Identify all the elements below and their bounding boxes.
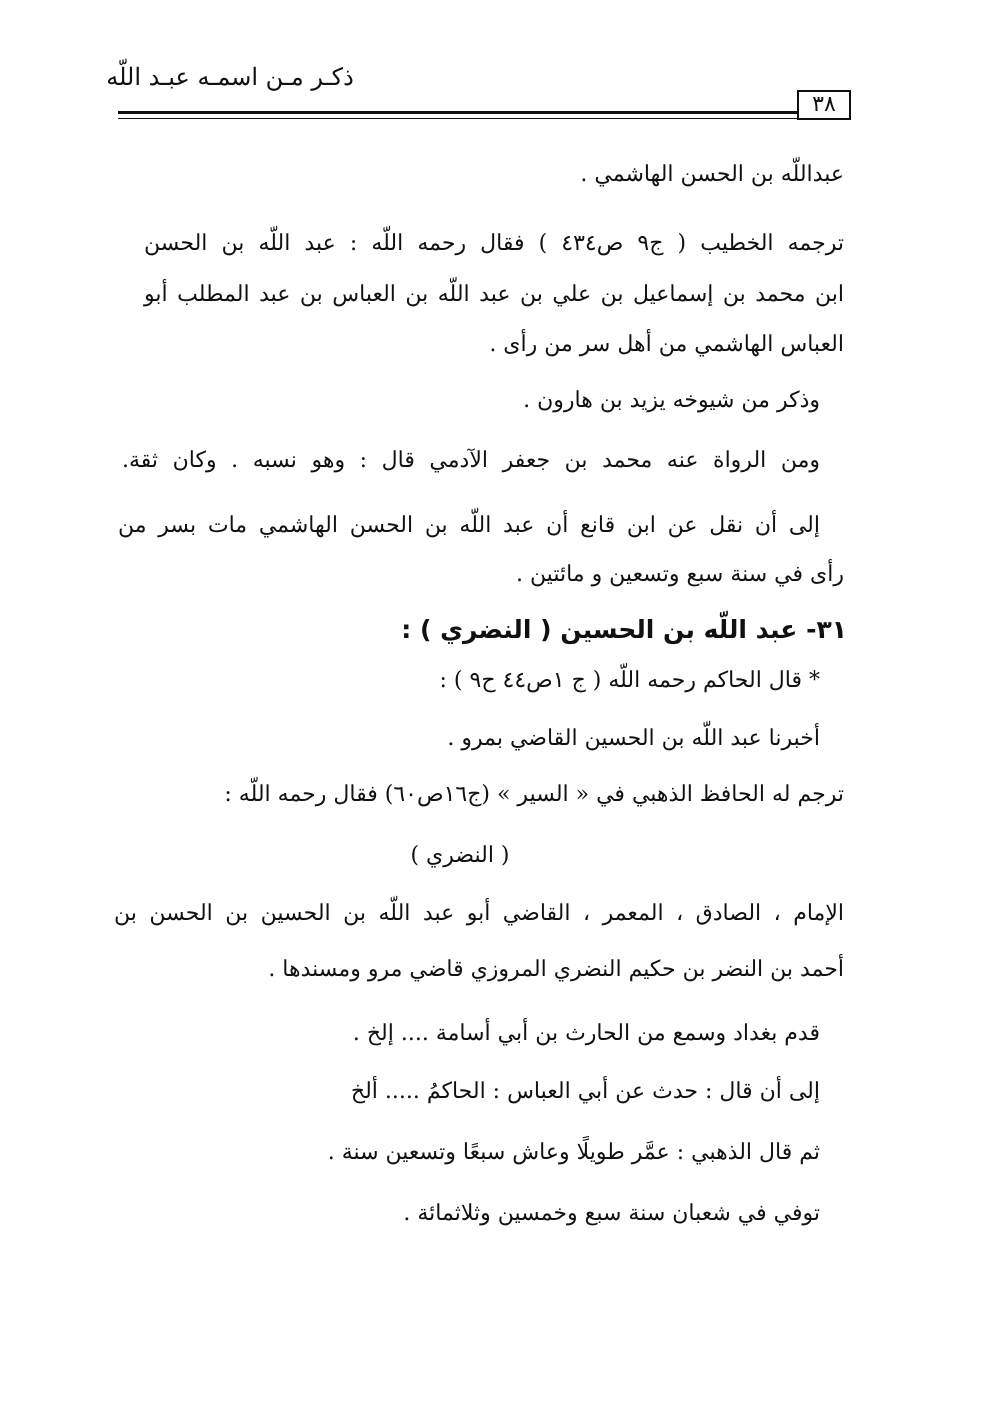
text-line: إلى أن نقل عن ابن قانع أن عبد اللّه بن الحسن الهاشمي مات بسر من [118, 513, 820, 538]
text-line: ترجمه الخطيب ( ج٩ ص٤٣٤ ) فقال رحمه اللّه : عبد اللّه بن الحسن [144, 231, 844, 256]
text-line: ثم قال الذهبي : عمَّر طويلًا وعاش سبعًا وتسعين سنة . [327, 1140, 820, 1165]
text-line: ابن محمد بن إسماعيل بن علي بن عبد اللّه بن العباس بن عبد المطلب أبو [144, 282, 844, 307]
text-line: قدم بغداد وسمع من الحارث بن أبي أسامة .... إلخ . [352, 1021, 820, 1046]
text-line: توفي في شعبان سنة سبع وخمسين وثلاثمائة . [403, 1201, 820, 1226]
text-line: أخبرنا عبد اللّه بن الحسين القاضي بمرو . [447, 726, 820, 751]
text-line: وذكر من شيوخه يزيد بن هارون . [523, 388, 820, 413]
header-rule-thin [118, 118, 797, 119]
subheading: ( النضري ) [410, 843, 510, 868]
header-rule-thick [118, 111, 797, 114]
text-line: أحمد بن النضر بن حكيم النضري المروزي قاضي مرو ومسندها . [268, 957, 844, 982]
text-line: ومن الرواة عنه محمد بن جعفر الآدمي قال : وهو نسبه . وكان ثقة. [122, 448, 820, 473]
text-line: العباس الهاشمي من أهل سر من رأى . [489, 332, 844, 357]
text-line: رأى في سنة سبع وتسعين و مائتين . [515, 562, 844, 587]
header-title: ذكـر مـن اسمـه عبـد اللّه [106, 63, 354, 91]
text-line: * قال الحاكم رحمه اللّه ( ج ١ص٤٤ ح٩ ) : [439, 668, 820, 693]
text-line: الإمام ، الصادق ، المعمر ، القاضي أبو عبد اللّه بن الحسين بن الحسن بن [114, 901, 844, 926]
text-line: عبداللّه بن الحسن الهاشمي . [580, 162, 844, 187]
text-line: إلى أن قال : حدث عن أبي العباس : الحاكمُ ..... ألخ [350, 1079, 820, 1104]
text-line: ترجم له الحافظ الذهبي في « السير » (ج١٦ص٦٠) فقال رحمه اللّه : [224, 782, 844, 807]
entry-heading: ٣١- عبد اللّه بن الحسين ( النضري ) : [401, 615, 847, 644]
page-number: ٣٨ [797, 90, 851, 120]
